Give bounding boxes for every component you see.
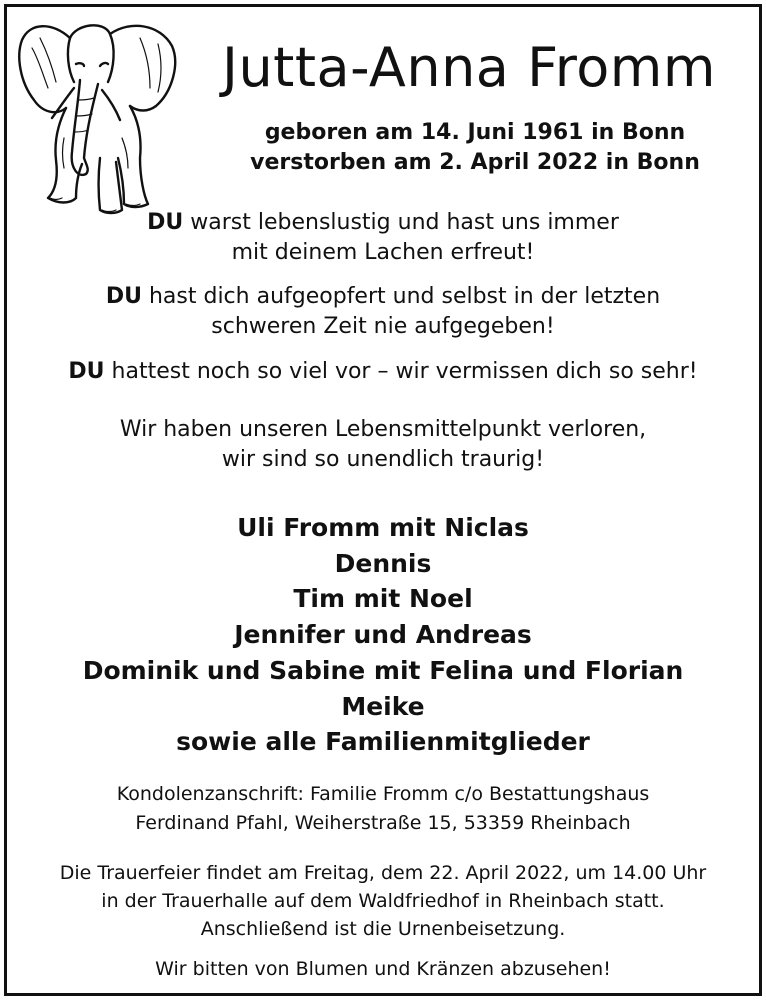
grief-paragraph xyxy=(0,415,766,475)
tribute-text: mit deinem Lachen erfreut! xyxy=(231,240,535,265)
death-line: verstorben am 2. April 2022 in Bonn xyxy=(250,150,700,175)
tribute-text: schweren Zeit nie aufgegeben! xyxy=(211,314,555,339)
tribute-paragraph-2 xyxy=(0,282,766,342)
service-line: Die Trauerfeier findet am Freitag, dem 22. April 2022, um 14.00 Uhr xyxy=(59,862,707,884)
mourner-entry: Jennifer und Andreas xyxy=(234,620,532,650)
address-line: Ferdinand Pfahl, Weiherstraße 15, 53359 Rheinbach xyxy=(135,812,631,834)
elephant-illustration xyxy=(12,8,180,216)
birth-line: geboren am 14. Juni 1961 in Bonn xyxy=(264,120,686,145)
mourner-entry: Meike xyxy=(341,691,425,721)
mourner-entry: Tim mit Noel xyxy=(293,584,473,614)
tribute-text: warst lebenslustig und hast uns immer xyxy=(183,210,619,235)
deceased-name: Jutta-Anna Fromm xyxy=(222,36,716,99)
tribute-lead: DU xyxy=(68,359,105,384)
flowers-note: Wir bitten von Blumen und Kränzen abzusehen! xyxy=(155,958,611,980)
life-dates xyxy=(230,118,720,178)
service-line: in der Trauerhalle auf dem Waldfriedhof in Rheinbach statt. xyxy=(101,890,665,912)
condolence-address xyxy=(0,780,766,838)
mourner-entry: sowie alle Familienmitglieder xyxy=(176,727,590,757)
mourner-entry: Uli Fromm mit Niclas xyxy=(237,513,529,542)
tribute-text: hast dich aufgeopfert und selbst in der letzten xyxy=(141,284,661,309)
tribute-paragraph-3 xyxy=(0,357,766,387)
tribute-lead: DU xyxy=(147,210,184,235)
mourner-entry: Dominik und Sabine mit Felina und Florian xyxy=(82,655,684,685)
tribute-paragraph-1 xyxy=(0,208,766,268)
tribute-lead: DU xyxy=(105,284,142,309)
grief-line: wir sind so unendlich traurig! xyxy=(221,447,545,472)
funeral-service-info xyxy=(0,859,766,943)
address-line: Kondolenzanschrift: Familie Fromm c/o Bestattungshaus xyxy=(116,783,650,805)
mourner-entry: Dennis xyxy=(334,548,432,578)
grief-line: Wir haben unseren Lebensmittelpunkt verloren, xyxy=(119,417,647,442)
tribute-text: hattest noch so viel vor – wir vermissen dich so sehr! xyxy=(104,359,698,384)
mourners-list xyxy=(0,510,766,760)
service-line: Anschließend ist die Urnenbeisetzung. xyxy=(200,918,566,940)
